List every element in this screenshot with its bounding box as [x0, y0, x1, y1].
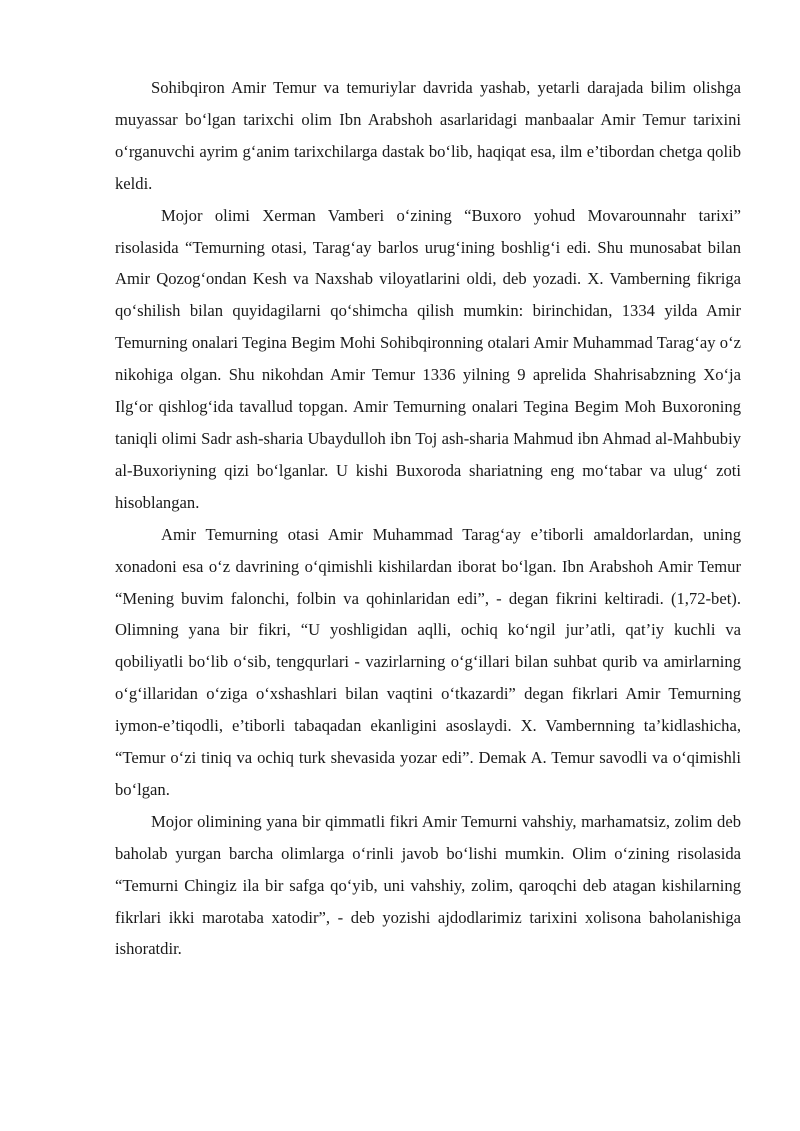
paragraph-1: Sohibqiron Amir Temur va temuriylar davrida yashab, yetarli darajada bilim olishga muyassar bo‘lgan tarixchi olim Ibn Arabshoh asarlaridagi manbaalar Amir Temur tarixini o‘rganuvchi ayrim g‘anim tarixchilarga dastak bo‘lib, haqiqat esa, ilm e’tibordan chetga qolib keldi. — [115, 78, 741, 193]
paragraph-4: Mojor olimining yana bir qimmatli fikri Amir Temurni vahshiy, marhamatsiz, zolim deb baholab yurgan barcha olimlarga o‘rinli javob bo‘lishi mumkin. Olim o‘zining risolasida “Temurni Chingiz ila bir safga qo‘yib, uni vahshiy, zolim, qaroqchi deb atagan kishilarning fikrlari ikki marotaba xatodir”, - deb yozishi ajdodlarimiz tarixini xolisona baholanishiga ishoratdir. — [115, 811, 741, 959]
paragraph-2: Mojor olimi Xerman Vamberi o‘zining “Buxoro yohud Movarounnahr tarixi” risolasida “Temurning otasi, Tarag‘ay barlos urug‘ining boshlig‘i edi. Shu munosabat bilan Amir Qozog‘ondan Kesh va Naxshab viloyatlarini oldi, deb yozadi. X. Vamberning fikriga qo‘shilish bilan quyidagilarni qo‘shimcha qilish mumkin: birinchidan, 1334 yilda Amir Temurning onalari Tegina Begim Mohi Sohibqironning otalari Amir Muhammad Tarag‘ay o‘z nikohiga olgan. Shu nikohdan Amir Temur 1336 yilning 9 aprelida Shahrisabzning Xo‘ja Ilg‘or qishlog‘ida tavallud topgan. Amir Temurning onalari Tegina Begim Moh Buxoroning taniqli olimi Sadr ash-sharia Ubaydulloh ibn Toj ash-sharia Mahmud ibn Ahmad al-Mahbubiy al-Buxoriyning qizi bo‘lganlar. U kishi Buxoroda shariatning eng mo‘tabar va ulug‘ zoti hisoblangan. — [115, 205, 741, 512]
document-body — [115, 72, 741, 965]
paragraph-3: Amir Temurning otasi Amir Muhammad Tarag‘ay e’tiborli amaldorlardan, uning xonadoni esa o‘z davrining o‘qimishli kishilardan iborat bo‘lgan. Ibn Arabshoh Amir Temur “Mening buvim falonchi, folbin va qohinlaridan edi”, - degan fikrini keltiradi. (1,72-bet). Olimning yana bir fikri, “U yoshligidan aqlli, ochiq ko‘ngil jur’atli, qat’iy kuchli va qobiliyatli bo‘lib o‘sib, tengqurlari - vazirlarning o‘g‘illari bilan suhbat qurib va amirlarning o‘g‘illaridan o‘ziga o‘xshashlari bilan vaqtini o‘tkazardi” degan fikrlari Amir Temurning iymon-e’tiqodli, e’tiborli tabaqadan ekanligini asoslaydi. X. Vambernning ta’kidlashicha, “Temur o‘zi tiniq va ochiq turk shevasida yozar edi”. Demak A. Temur savodli va o‘qimishli bo‘lgan. — [115, 524, 741, 799]
